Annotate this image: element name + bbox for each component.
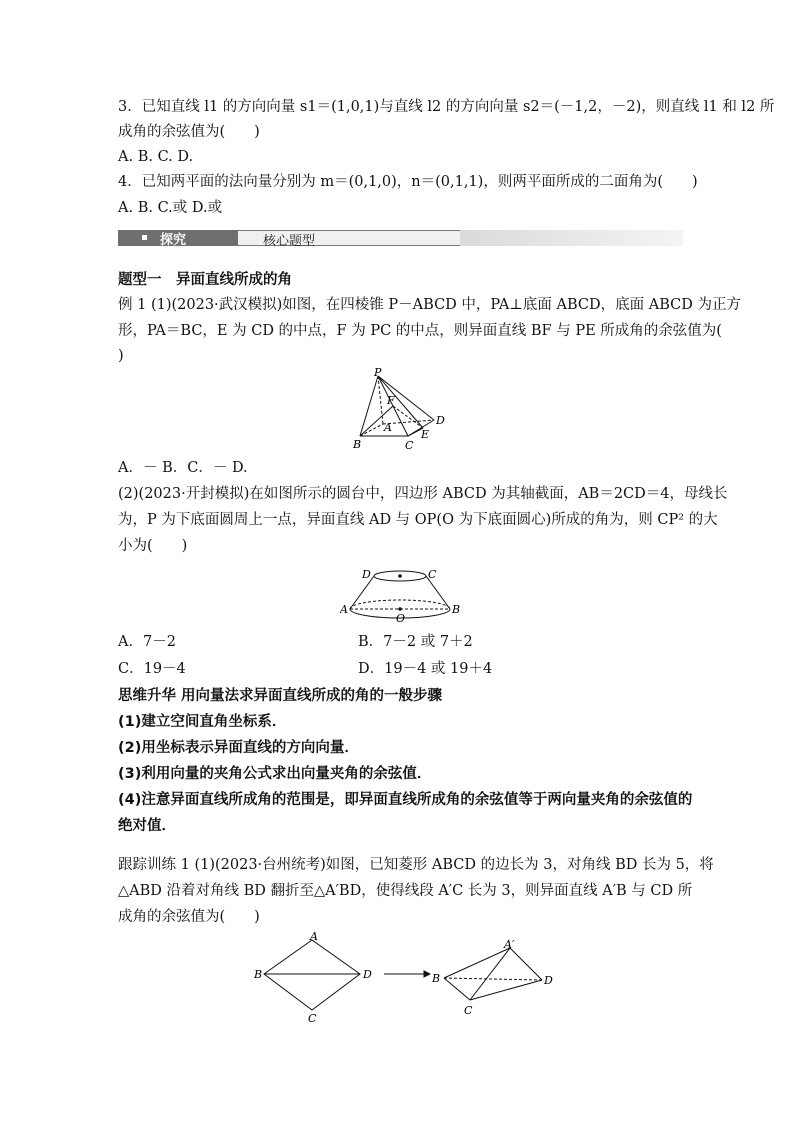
ex2-line1: (2)(2023·开封模拟)在如图所示的圆台中，四边形 ABCD 为其轴截面，AB＝2CD＝4，母线长: [118, 486, 728, 502]
bottom-center-dot: [398, 607, 402, 611]
label-D: D: [362, 568, 371, 581]
summary-step-1: (1)建立空间直角坐标系．: [118, 714, 287, 730]
label-A-prime: A′: [504, 938, 515, 951]
rhombus-fold-figure: [248, 928, 568, 1024]
label-E: E: [421, 428, 430, 441]
label-A: A: [310, 930, 318, 943]
pyramid-figure: [350, 368, 450, 452]
track-line1: 跟踪训练 1 (1)(2023·台州统考)如图，已知菱形 ABCD 的边长为 3，对角线 BD 长为 5，将: [118, 857, 714, 873]
ex2-option-b: B．7－2 或 7＋2: [358, 634, 473, 650]
summary-step-2: (2)用坐标表示异面直线的方向向量．: [118, 740, 359, 756]
ex2-option-d: D．19－4 或 19＋4: [358, 661, 493, 677]
summary-step-3: (3)利用向量的夹角公式求出向量夹角的余弦值．: [118, 766, 432, 782]
ex2-option-a: A．7－2: [118, 634, 176, 650]
banner-left-label: 探究: [160, 233, 187, 248]
q3-options: A. B. C. D.: [118, 149, 194, 165]
right-arrow-icon: [384, 971, 430, 977]
label-A: A: [340, 603, 348, 616]
label-D2: D: [544, 974, 553, 987]
track-line2: △ABD 沿着对角线 BD 翻折至△A′BD，使得线段 A′C 长为 3，则异面直线 A′B 与 CD 所: [118, 883, 693, 899]
label-O: O: [396, 612, 406, 624]
ex1-line2: 形，PA＝BC，E 为 CD 的中点，F 为 PC 的中点，则异面直线 BF 与 PE 所成角的余弦值为(: [118, 323, 722, 339]
label-C2: C: [464, 1004, 473, 1017]
label-B: B: [254, 968, 263, 981]
label-F: F: [387, 394, 395, 407]
ex2-option-c: C．19－4: [118, 661, 186, 677]
label-C: C: [405, 439, 414, 452]
label-B: B: [353, 438, 362, 451]
section-title: 题型一 异面直线所成的角: [118, 272, 292, 288]
section-banner: [118, 230, 683, 249]
banner-light-tab: [238, 230, 460, 249]
label-A: A: [384, 421, 392, 434]
ex2-line2: 为，P 为下底面圆周上一点，异面直线 AD 与 OP(O 为下底面圆心)所成的角为，则 CP² 的大: [118, 512, 718, 528]
label-B: B: [452, 603, 461, 616]
label-C: C: [428, 568, 437, 581]
label-D: D: [363, 968, 372, 981]
label-D: D: [436, 414, 445, 427]
summary-title: 思维升华 用向量法求异面直线所成的角的一般步骤: [118, 688, 443, 704]
summary-step-4a: (4)注意异面直线所成角的范围是，即异面直线所成角的余弦值等于两向量夹角的余弦值的: [118, 792, 693, 808]
q3-line1: 3．已知直线 l1 的方向向量 s1＝(1,0,1)与直线 l2 的方向向量 s2＝(－1,2，－2)，则直线 l1 和 l2 所: [118, 99, 775, 115]
label-C: C: [308, 1012, 317, 1024]
ex2-line3: 小为( ): [118, 538, 188, 554]
banner-right-label: 核心题型: [263, 234, 316, 249]
q4-options: A. B. C.或 D.或: [118, 200, 223, 216]
summary-step-4b: 绝对值．: [118, 818, 176, 834]
top-center-dot: [398, 574, 402, 578]
frustum-figure: [340, 564, 464, 624]
banner-dark-tab: [118, 230, 238, 246]
ex1-line1: 例 1 (1)(2023·武汉模拟)如图，在四棱锥 P－ABCD 中，PA⊥底面 ABCD，底面 ABCD 为正方: [118, 297, 741, 313]
label-P: P: [374, 368, 382, 379]
ex1-options: A．－ B．C．－ D.: [118, 460, 248, 476]
track-line3: 成角的余弦值为( ): [118, 909, 260, 925]
q4-line1: 4．已知两平面的法向量分别为 m＝(0,1,0)，n＝(0,1,1)，则两平面所成的二面角为( ): [118, 174, 698, 190]
label-B2: B: [432, 972, 441, 985]
square-bullet-icon: [142, 235, 147, 240]
q3-line2: 成角的余弦值为( ): [118, 124, 260, 140]
ex1-line3: ): [118, 348, 124, 364]
